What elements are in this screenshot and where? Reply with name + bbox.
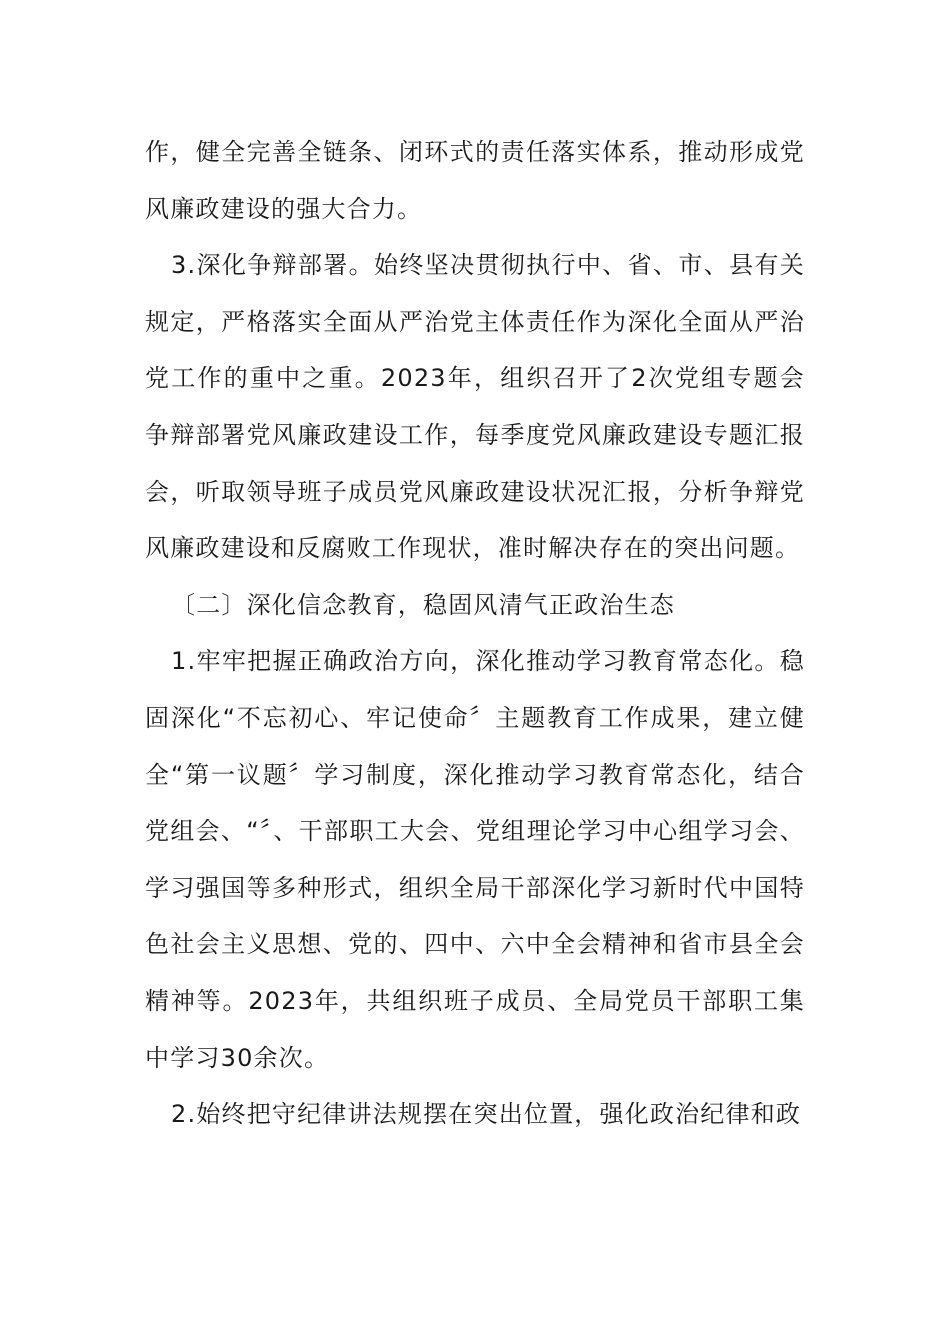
paragraph-item-1: 1.牢牢把握正确政治方向，深化推动学习教育常态化。稳固深化“不忘初心、牢记使命〞主题教育工作成果，建立健全“第一议题〞学习制度，深化推动学习教育常态化，结合党组会、“〞、干部职工大会、党组理论学习中心组学习会、学习强国等多种形式，组织全局干部深化学习新时代中国特色社会主义思想、党的、四中、六中全会精神和省市县全会精神等。2023年，共组织班子成员、全局党员干部职工集中学习30余次。 [145,647,805,1072]
document-body [145,124,805,1143]
section-heading-2: 〔二〕深化信念教育，稳固风清气正政治生态 [171,590,675,619]
paragraph-item-3: 3.深化争辩部署。始终坚决贯彻执行中、省、市、县有关规定，严格落实全面从严治党主体责任作为深化全面从严治党工作的重中之重。2023年，组织召开了2次党组专题会争辩部署党风廉政建设工作，每季度党风廉政建设专题汇报会，听取领导班子成员党风廉政建设状况汇报，分析争辩党风廉政建设和反腐败工作现状，准时解决存在的突出问题。 [145,251,805,563]
paragraph-continuation: 作，健全完善全链条、闭环式的责任落实体系，推动形成党风廉政建设的强大合力。 [145,138,805,223]
paragraph-item-2: 2.始终把守纪律讲法规摆在突出位置，强化政治纪律和政 [171,1100,802,1129]
